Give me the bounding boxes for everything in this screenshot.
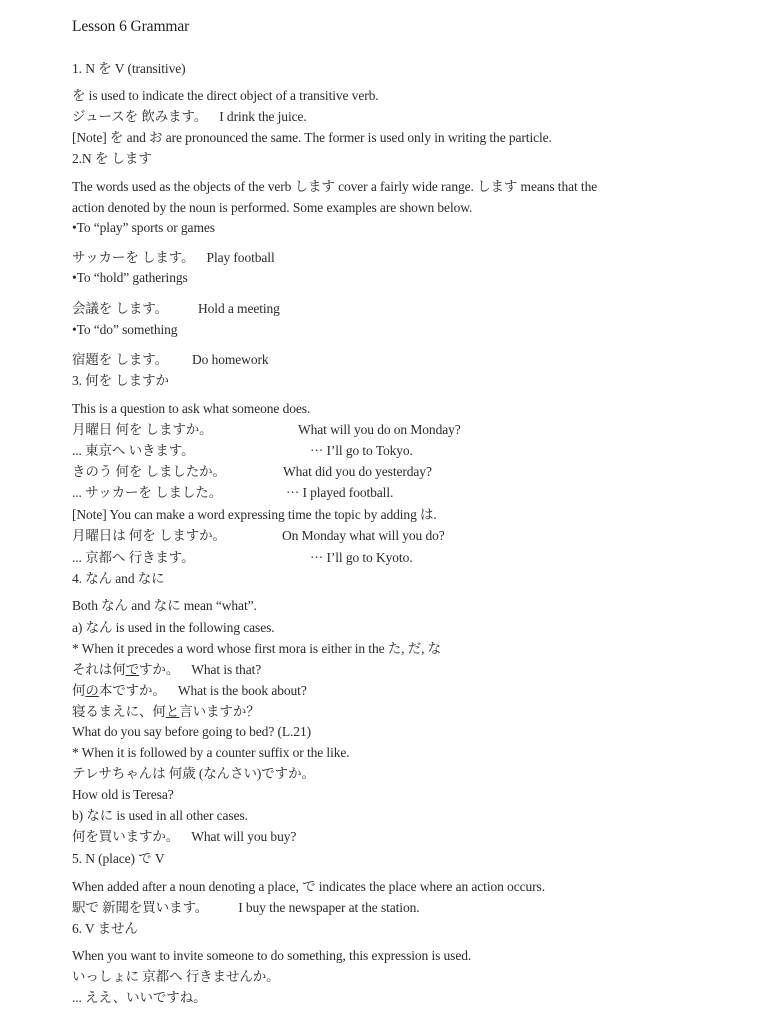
example-english: I drink the juice. <box>219 109 307 124</box>
section-3-answer-3 <box>72 549 413 567</box>
example-japanese-part: 本ですか。 <box>98 683 166 698</box>
example-english: Do homework <box>192 352 269 367</box>
section-4-line-1: Both なん and なに mean “what”. <box>72 598 257 613</box>
example-japanese: ジュースを 飲みます。 <box>72 109 208 124</box>
section-2-example-2 <box>72 300 280 318</box>
example-english: ··· I’ll go to Kyoto. <box>310 550 413 565</box>
underlined-particle: と <box>165 704 180 719</box>
example-japanese: 月曜日は 何を しますか。 <box>72 528 226 543</box>
section-2-bullet-1: •To “play” sports or games <box>72 220 215 235</box>
section-4-example-3-translation: What do you say before going to bed? (L.21) <box>72 724 312 739</box>
section-5-line-1: When added after a noun denoting a place, で indicates the place where an action occurs. <box>72 879 545 894</box>
section-3-heading: 3. 何を しますか <box>72 373 169 388</box>
example-japanese: 宿題を します。 <box>72 352 168 367</box>
underlined-particle: の <box>85 683 99 698</box>
section-4-example-1 <box>72 661 261 679</box>
section-4-line-5: b) なに is used in all other cases. <box>72 808 248 823</box>
section-5-heading: 5. N (place) で V <box>72 851 165 866</box>
example-japanese: ... 東京へ いきます。 <box>72 443 195 458</box>
underlined-particle: で <box>125 662 140 677</box>
example-japanese: 駅で 新聞を買います。 <box>72 900 209 915</box>
section-4-example-4: テレサちゃんは 何歳 (なんさい)ですか。 <box>72 766 315 781</box>
section-4-example-3 <box>72 703 260 721</box>
example-japanese-part: それは何 <box>72 662 126 677</box>
section-4-example-4-translation: How old is Teresa? <box>72 787 174 802</box>
section-1-note: [Note] を and お are pronounced the same. The former is used only in writing the particle. <box>72 130 552 145</box>
section-3-answer-2 <box>72 484 394 502</box>
section-2-bullet-2: •To “hold” gatherings <box>72 270 188 285</box>
example-english: What is that? <box>191 662 262 677</box>
section-6-example-2: ... ええ、いいですね。 <box>72 990 207 1005</box>
section-2-bullet-3: •To “do” something <box>72 322 178 337</box>
example-english: What will you do on Monday? <box>298 422 461 437</box>
example-japanese-part: 言いますか？ <box>179 704 260 719</box>
example-english: On Monday what will you do? <box>282 528 445 543</box>
page-title: Lesson 6 Grammar <box>72 18 190 35</box>
section-2-line-2: action denoted by the noun is performed. Some examples are shown below. <box>72 200 473 215</box>
section-4-line-3: * When it precedes a word whose first mora is either in the た, だ, な <box>72 641 442 656</box>
example-english: ··· I played football. <box>286 485 394 500</box>
example-japanese-part: 何 <box>72 683 86 698</box>
section-3-question-1 <box>72 421 461 439</box>
section-5-example-1 <box>72 899 420 917</box>
section-4-example-5 <box>72 828 296 846</box>
section-3-question-3 <box>72 527 445 545</box>
section-3-line-1: This is a question to ask what someone does. <box>72 401 311 416</box>
section-6-heading: 6. V ません <box>72 921 138 936</box>
section-1-heading: 1. N を V (transitive) <box>72 61 186 76</box>
example-japanese: 会議を します。 <box>72 301 168 316</box>
section-2-heading: 2.N を します <box>72 151 152 166</box>
example-japanese-part: すか。 <box>139 662 180 677</box>
example-japanese: 月曜日 何を しますか。 <box>72 422 213 437</box>
example-english: I buy the newspaper at the station. <box>238 900 420 915</box>
example-english: What will you buy? <box>191 829 297 844</box>
example-english: What did you do yesterday? <box>283 464 432 479</box>
section-3-question-2 <box>72 463 432 481</box>
section-1-example <box>72 108 307 126</box>
example-english: Hold a meeting <box>198 301 280 316</box>
example-japanese: ... 京都へ 行きます。 <box>72 550 195 565</box>
section-2-line-1: The words used as the objects of the verb します cover a fairly wide range. します means that the <box>72 179 598 194</box>
section-3-note: [Note] You can make a word expressing time the topic by adding は. <box>72 507 437 522</box>
example-english: What is the book about? <box>177 683 307 698</box>
section-2-example-1 <box>72 249 275 267</box>
section-4-heading: 4. なん and なに <box>72 571 165 586</box>
section-6-line-1: When you want to invite someone to do something, this expression is used. <box>72 948 472 963</box>
section-4-example-2 <box>72 682 307 700</box>
section-4-line-4: * When it is followed by a counter suffix or the like. <box>72 745 350 760</box>
example-japanese: ... サッカーを しました。 <box>72 485 223 500</box>
example-japanese-part: 寝るまえに、何 <box>72 704 166 719</box>
example-english: ··· I’ll go to Tokyo. <box>310 443 413 458</box>
section-2-example-3 <box>72 351 269 369</box>
example-japanese: きのう 何を しましたか。 <box>72 464 226 479</box>
example-japanese: サッカーを します。 <box>72 250 195 265</box>
section-4-line-2: a) なん is used in the following cases. <box>72 620 275 635</box>
section-1-line-1: を is used to indicate the direct object of a transitive verb. <box>72 88 379 103</box>
example-japanese: 何を買いますか。 <box>72 829 180 844</box>
section-3-answer-1 <box>72 442 413 460</box>
section-6-example-1: いっしょに 京都へ 行きませんか。 <box>72 969 280 984</box>
example-english: Play football <box>206 250 275 265</box>
